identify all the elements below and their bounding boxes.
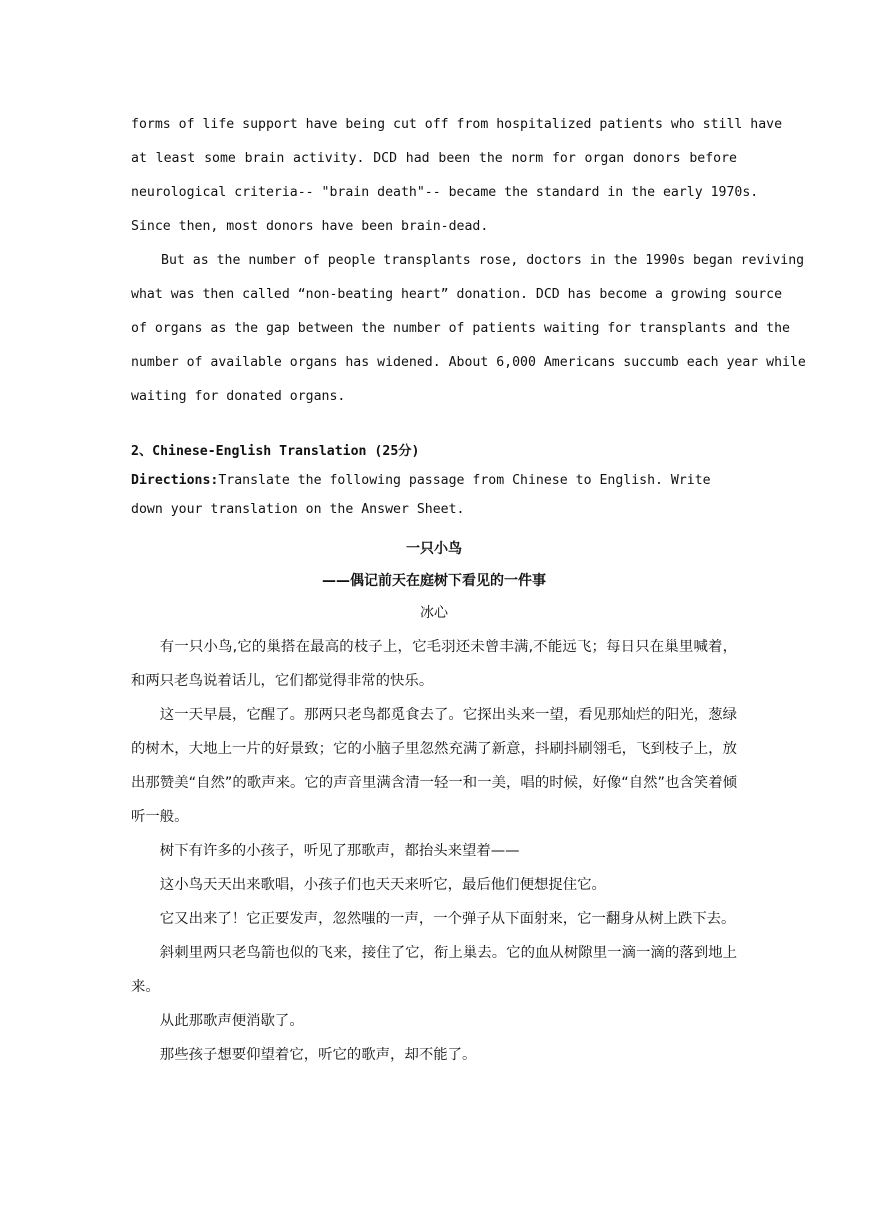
section-heading: 2、Chinese-English Translation (25分) [131,444,420,459]
passage-subtitle: ——偶记前天在庭树下看见的一件事 [322,573,546,589]
directions [131,466,737,524]
text-line: neurological criteria-- "brain death"-- became the standard in the early 1970s. [131,185,759,200]
text-line: number of available organs has widened. About 6,000 Americans succumb each year while [131,355,806,370]
text-line: waiting for donated organs. [131,389,346,404]
chinese-paragraph: 这小鸟天天出来歌唱，小孩子们也天天来听它，最后他们便想捉住它。 [159,877,606,893]
chinese-paragraph: 有一只小鸟,它的巢搭在最高的枝子上，它毛羽还未曾丰满,不能远飞；每日只在巢里喊着，和两只老鸟说着话儿，它们都觉得非常的快乐。 [131,639,737,689]
chinese-passage [131,630,737,1072]
text-line: But as the number of people transplants rose, doctors in the 1990s began reviving [161,253,805,268]
directions-text: Translate the following passage from Chinese to English. Write down your translation on the Answer Sheet. [131,473,711,517]
text-line: Since then, most donors have been brain-dead. [131,219,489,234]
passage-author: 冰心 [420,605,448,621]
chinese-paragraph: 这一天早晨，它醒了。那两只老鸟都觅食去了。它探出头来一望，看见那灿烂的阳光，葱绿的树木，大地上一片的好景致；它的小脑子里忽然充满了新意，抖刷抖刷翎毛，飞到枝子上，放出那赞美“自然”的歌声来。它的声音里满含清一轻一和一美，唱的时候，好像“自然”也含笑着倾听一般。 [131,707,737,825]
english-paragraph-1 [131,108,783,244]
passage-title: 一只小鸟 [406,541,462,557]
chinese-paragraph: 它又出来了！它正要发声，忽然嗤的一声，一个弹子从下面射来，它一翻身从树上跌下去。 [159,911,736,927]
chinese-paragraph: 斜刺里两只老鸟箭也似的飞来，接住了它，衔上巢去。它的血从树隙里一滴一滴的落到地上来。 [131,945,737,995]
document-page [131,108,806,1072]
english-paragraph-2 [131,244,806,414]
chinese-paragraph: 从此那歌声便消歇了。 [159,1013,304,1029]
chinese-paragraph: 那些孩子想要仰望着它，听它的歌声，却不能了。 [159,1047,477,1063]
chinese-paragraph: 树下有许多的小孩子，听见了那歌声，都抬头来望着—— [159,843,520,859]
text-line: of organs as the gap between the number of patients waiting for transplants and the [131,321,790,336]
text-line: at least some brain activity. DCD had been the norm for organ donors before [131,151,737,166]
text-line: forms of life support have being cut off from hospitalized patients who still have [131,117,783,132]
directions-label: Directions: [131,473,219,488]
text-line: what was then called “non-beating heart” donation. DCD has become a growing source [131,287,783,302]
